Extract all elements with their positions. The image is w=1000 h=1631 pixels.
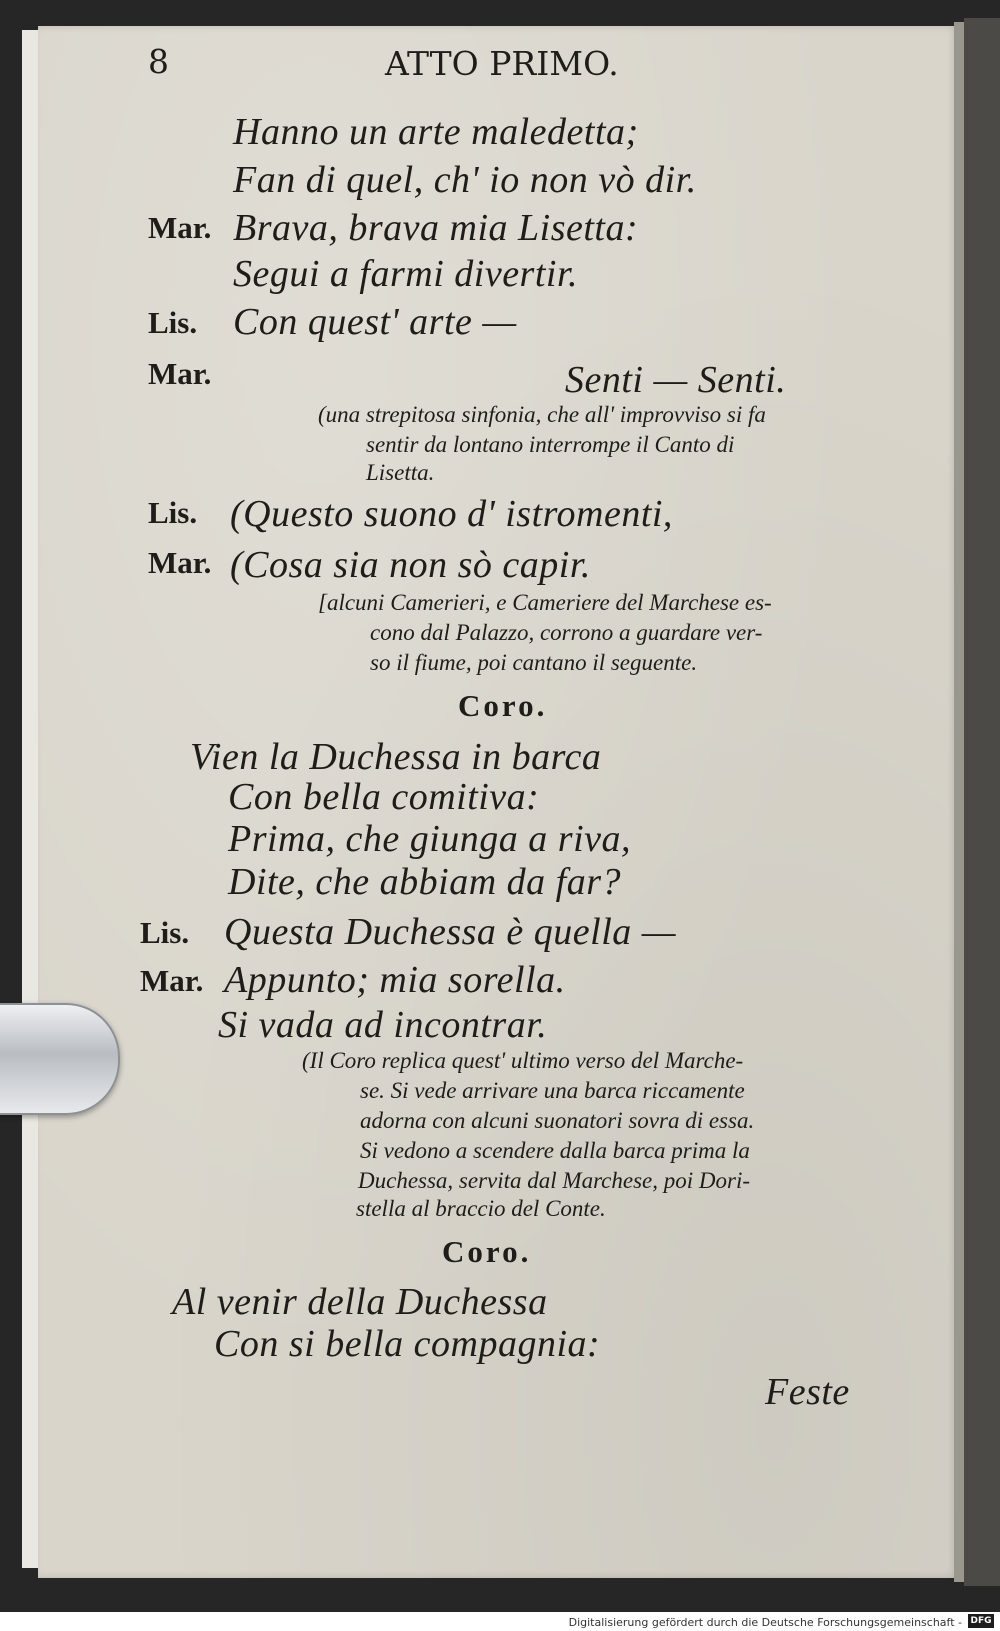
speaker-label: Lis. [140,915,190,950]
stage-direction-line: stella al braccio del Conte. [356,1196,606,1221]
chorus-verse: Prima, che giunga a riva, [228,818,632,860]
verse-line: Con quest' arte — [233,301,517,343]
chorus-verse: Al venir della Duchessa [172,1281,548,1323]
speaker-label: Mar. [148,356,212,391]
chorus-verse: Dite, che abbiam da far? [228,861,622,903]
verse-line: Questa Duchessa è quella — [224,911,677,953]
speaker-label: Mar. [148,210,212,245]
page-number: 8 [148,42,169,81]
stage-direction-line: Duchessa, servita dal Marchese, poi Dori- [358,1168,750,1193]
stage-direction-line: cono dal Palazzo, corrono a guardare ver- [370,620,763,645]
stage-direction-line: sentir da lontano interrompe il Canto di [366,432,735,457]
digitization-credit: Digitalisierung gefördert durch die Deutsche Forschungsgemeinschaft - [568,1616,962,1629]
chorus-verse: Con si bella compagnia: [214,1323,601,1365]
speaker-label: Lis. [148,495,198,530]
dfg-logo: DFG [968,1614,994,1628]
facing-page-edge [964,18,1000,1586]
verse-line: Hanno un arte maledetta; [233,111,639,153]
stage-direction-line: Si vedono a scendere dalla barca prima la [360,1138,750,1163]
stage-direction-line: se. Si vede arrivare una barca riccamente [360,1078,745,1103]
verse-line: Fan di quel, ch' io non vò dir. [233,159,697,201]
chorus-verse: Vien la Duchessa in barca [190,736,602,778]
verse-line: Senti — Senti. [565,359,787,401]
verse-line: (Questo suono d' istromenti, [230,493,673,535]
stage-direction-line: adorna con alcuni suonatori sovra di essa. [360,1108,755,1133]
running-title: ATTO PRIMO. [385,44,619,83]
page-clip [0,1003,120,1115]
verse-line: (Cosa sia non sò capir. [230,544,591,586]
book-gutter [954,22,964,1582]
stage-direction-line: Lisetta. [366,460,435,485]
stage-direction-line: (una strepitosa sinfonia, che all' improvviso si fa [318,402,766,427]
chorus-heading: Coro. [442,1234,532,1269]
speaker-label: Lis. [148,305,198,340]
verse-line: Brava, brava mia Lisetta: [233,207,639,249]
chorus-heading: Coro. [458,688,548,723]
stage-direction-line: so il fiume, poi cantano il seguente. [370,650,698,675]
verse-line: Appunto; mia sorella. [224,959,566,1001]
stage-direction-line: (Il Coro replica quest' ultimo verso del Marche- [302,1048,744,1073]
verse-line: Segui a farmi divertir. [233,253,579,295]
catchword: Feste [765,1371,850,1413]
stage-direction-line: [alcuni Camerieri, e Cameriere del Marchese es- [318,590,772,615]
speaker-label: Mar. [140,963,204,998]
speaker-label: Mar. [148,545,212,580]
verse-line: Si vada ad incontrar. [218,1004,548,1046]
chorus-verse: Con bella comitiva: [228,776,540,818]
